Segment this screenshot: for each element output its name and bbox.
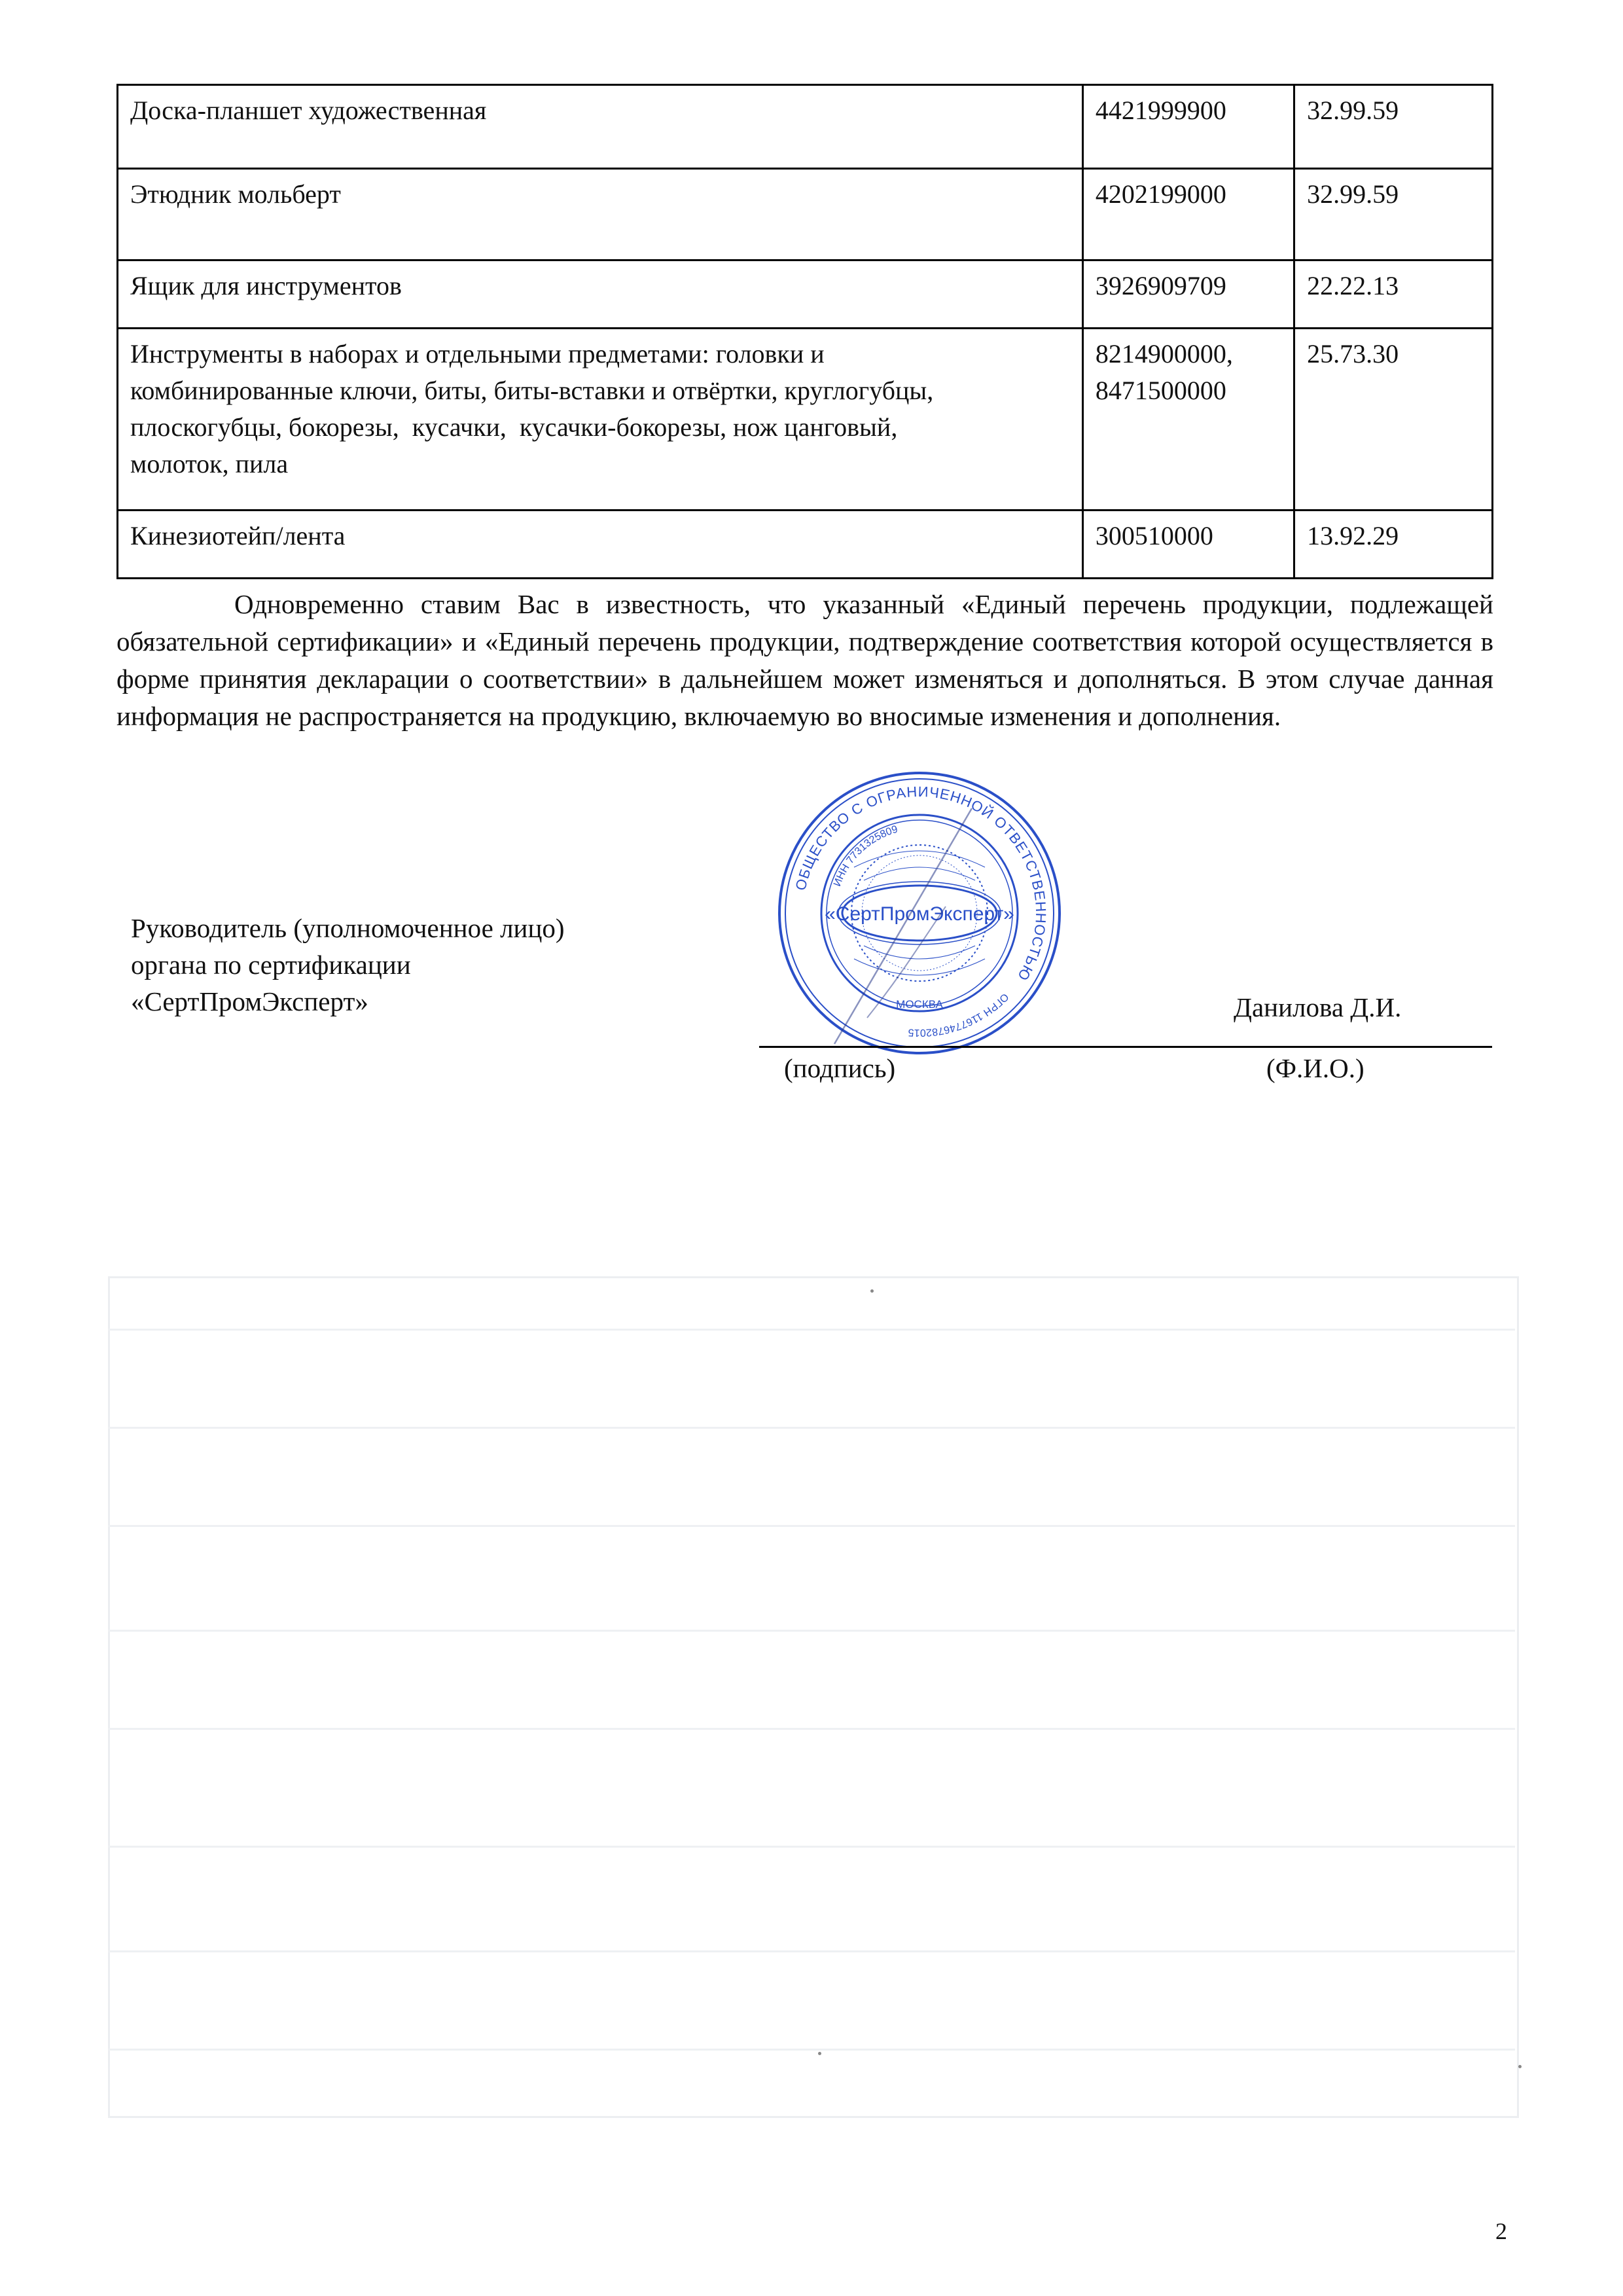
product-name-cell — [118, 85, 1083, 169]
product-name-line: плоскогубцы, бокорезы, кусачки, кусачки-бокорезы, нож цанговый, — [130, 412, 898, 442]
product-name-cell — [118, 169, 1083, 260]
okpd2-code: 32.99.59 — [1307, 96, 1399, 125]
bleed-through-table — [108, 1276, 1519, 2118]
bleed-through-line — [108, 1728, 1515, 1730]
table-row — [118, 511, 1493, 579]
tn-ved-code: 3926909709 — [1095, 271, 1226, 300]
signatory-name: Данилова Д.И. — [1234, 992, 1402, 1022]
signature-line — [759, 1046, 1492, 1048]
tn-ved-code: 4421999900 — [1095, 96, 1226, 125]
seal-city: МОСКВА — [896, 998, 943, 1011]
bleed-through-line — [108, 2049, 1515, 2051]
okpd2-cell — [1294, 511, 1493, 579]
notice-paragraph: Одновременно ставим Вас в известность, что указанный «Единый перечень продукции, подлежащей обязательной сертификации» и «Единый перечень продукции, подтверждение соответствия которой осуществляется в форме принятия декларации о соответствии» в дальнейшем может изменяться и дополняться. В этом случае данная информация не распространяется на продукцию, включаемую во вносимые изменения и дополнения. — [116, 589, 1493, 731]
seal-center-text: «СертПромЭксперт» — [825, 903, 1014, 925]
product-name-cell — [118, 329, 1083, 511]
table-row — [118, 260, 1493, 329]
signatory-line: Руководитель (уполномоченное лицо) — [131, 913, 565, 943]
page-number: 2 — [1495, 2218, 1507, 2244]
okpd2-code: 22.22.13 — [1307, 271, 1399, 300]
fio-caption: (Ф.И.О.) — [1266, 1053, 1364, 1083]
signature-caption: (подпись) — [784, 1053, 896, 1083]
scan-speck — [818, 2052, 821, 2055]
tn-ved-code: 300510000 — [1095, 521, 1213, 550]
bleed-through-line — [108, 1846, 1515, 1848]
okpd2-cell — [1294, 169, 1493, 260]
product-name-cell — [118, 260, 1083, 329]
okpd2-code: 13.92.29 — [1307, 521, 1399, 550]
product-name: Этюдник мольберт — [130, 179, 341, 209]
company-seal — [776, 769, 1063, 1057]
product-name: Ящик для инструментов — [130, 271, 402, 300]
signatory-title — [131, 910, 720, 1020]
bleed-through-line — [108, 1427, 1515, 1429]
okpd2-code: 32.99.59 — [1307, 179, 1399, 209]
table-row — [118, 329, 1493, 511]
okpd2-code: 25.73.30 — [1307, 339, 1399, 368]
product-name: Доска-планшет художественная — [130, 96, 487, 125]
products-table — [116, 84, 1493, 579]
table-row — [118, 85, 1493, 169]
svg-text:ИНН 7731325809 — [832, 824, 899, 888]
product-name-line: комбинированные ключи, биты, биты-вставки и отвёртки, круглогубцы, — [130, 376, 934, 405]
bleed-through-line — [108, 1630, 1515, 1632]
product-name-cell — [118, 511, 1083, 579]
tn-ved-cell — [1082, 329, 1294, 511]
product-name: Кинезиотейп/лента — [130, 521, 346, 550]
signatory-line: «СертПромЭксперт» — [131, 986, 368, 1016]
tn-ved-code: 8471500000 — [1095, 376, 1226, 405]
tn-ved-cell — [1082, 260, 1294, 329]
bleed-through-line — [108, 1329, 1515, 1331]
signatory-line: органа по сертификации — [131, 950, 411, 980]
bleed-through-line — [108, 1525, 1515, 1527]
okpd2-cell — [1294, 329, 1493, 511]
tn-ved-code: 8214900000, — [1095, 339, 1233, 368]
okpd2-cell — [1294, 260, 1493, 329]
product-name-line: молоток, пила — [130, 449, 289, 478]
scan-speck — [870, 1289, 874, 1293]
scan-speck — [1518, 2065, 1522, 2068]
tn-ved-cell — [1082, 511, 1294, 579]
tn-ved-cell — [1082, 169, 1294, 260]
product-name-line: Инструменты в наборах и отдельными предметами: головки и — [130, 339, 825, 368]
seal-inn: ИНН 7731325809 — [831, 823, 899, 888]
tn-ved-code: 4202199000 — [1095, 179, 1226, 209]
table-row — [118, 169, 1493, 260]
seal-outer-text: ОБЩЕСТВО С ОГРАНИЧЕННОЙ ОТВЕТСТВЕННОСТЬЮ — [792, 783, 1050, 984]
okpd2-cell — [1294, 85, 1493, 169]
tn-ved-cell — [1082, 85, 1294, 169]
seal-ogrn: ОГРН 1167746782015 — [908, 991, 1010, 1039]
bleed-through-line — [108, 1950, 1515, 1952]
